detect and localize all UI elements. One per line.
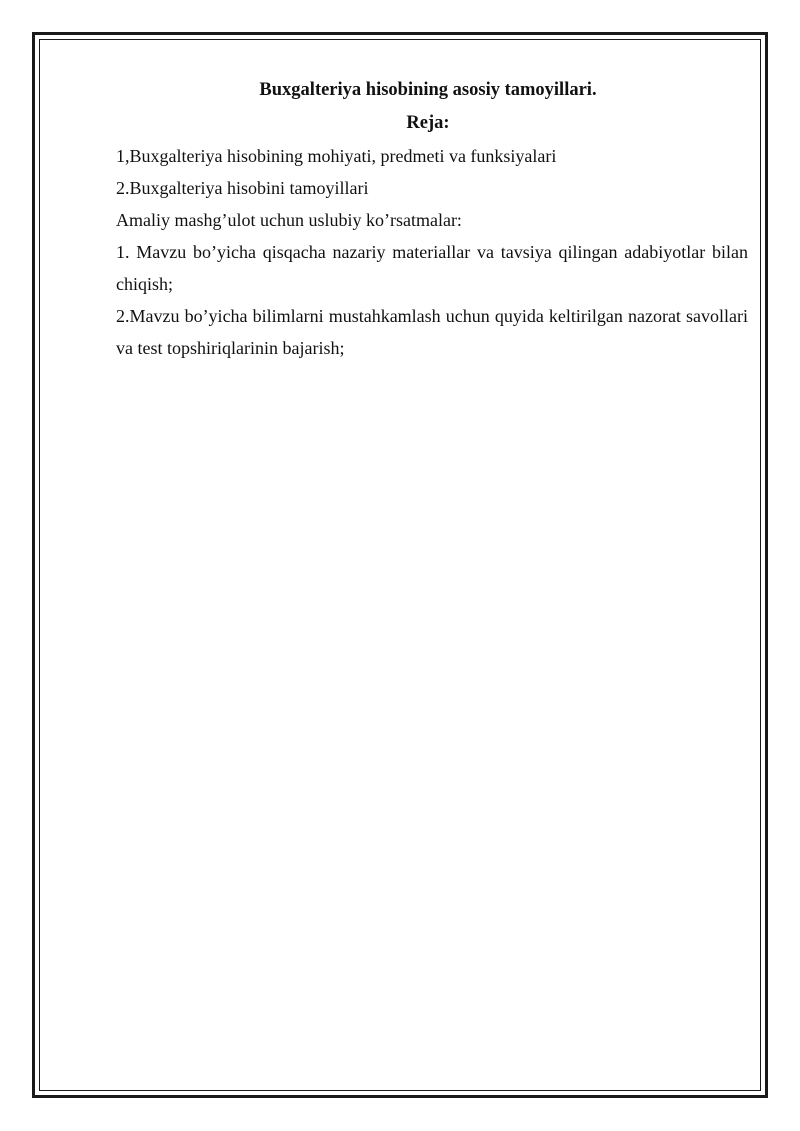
guidelines-heading: Amaliy mashg’ulot uchun uslubiy ko’rsatmalar: (116, 210, 462, 230)
plan-item-1: 1,Buxgalteriya hisobining mohiyati, predmeti va funksiyalari (116, 146, 557, 166)
guideline-item-2: 2.Mavzu bo’yicha bilimlarni mustahkamlash uchun quyida keltirilgan nazorat savollari va test topshiriqlarinin bajarish; (116, 306, 748, 358)
document-title: Buxgalteriya hisobining asosiy tamoyillari. (259, 80, 597, 100)
plan-heading: Reja: (406, 113, 450, 133)
guideline-item-1: 1. Mavzu bo’yicha qisqacha nazariy materiallar va tavsiya qilingan adabiyotlar bilan chiqish; (116, 242, 748, 294)
plan-item-2: 2.Buxgalteriya hisobini tamoyillari (116, 178, 369, 198)
document-body (116, 74, 748, 364)
